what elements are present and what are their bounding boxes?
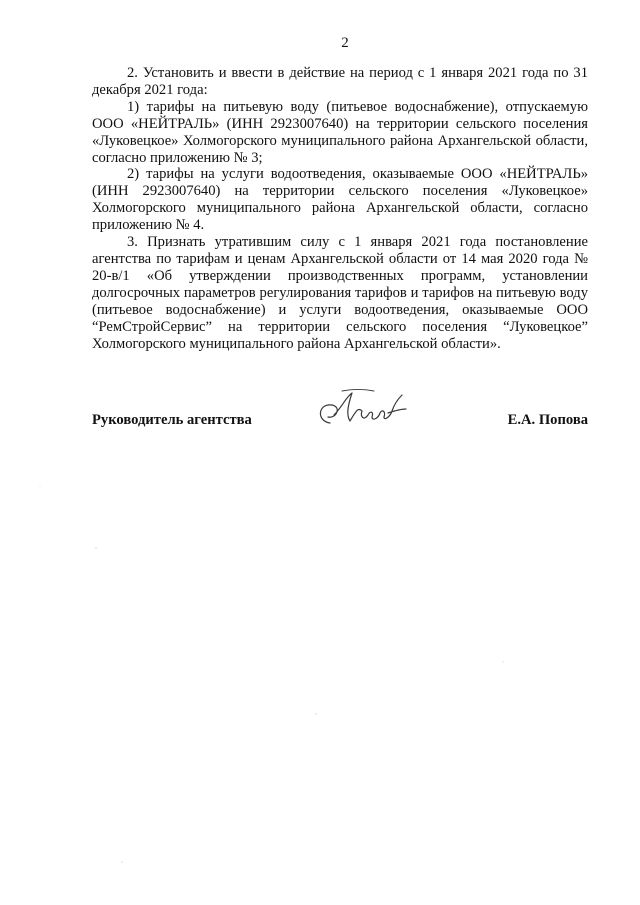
signature-block: [92, 385, 588, 445]
signer-name: Е.А. Попова: [507, 412, 588, 428]
paragraph-item-2: 2. Установить и ввести в действие на период с 1 января 2021 года по 31 декабря 2021 года:: [92, 65, 588, 98]
signer-title: Руководитель агентства: [92, 412, 252, 428]
document-body: [92, 65, 588, 352]
paragraph-subitem-2: 2) тарифы на услуги водоотведения, оказываемые ООО «НЕЙТРАЛЬ» (ИНН 2923007640) на территории сельского поселения «Луковецкое» Холмогорского муниципального района Архангельской области, согласно приложению № 4.: [92, 166, 588, 234]
paragraph-subitem-1: 1) тарифы на питьевую воду (питьевое водоснабжение), отпускаемую ООО «НЕЙТРАЛЬ» (ИНН 2923007640) на территории сельского поселения «Луковецкое» Холмогорского муниципального района Архангельской области, согласно приложению № 3;: [92, 98, 588, 166]
handwritten-signature: [312, 385, 412, 435]
page-number: 2: [341, 35, 349, 51]
paragraph-item-3: 3. Признать утратившим силу с 1 января 2021 года постановление агентства по тарифам и ценам Архангельской области от 14 мая 2020 года № 20-в/1 «Об утверждении производственных программ, установлении долгосрочных параметров регулирования тарифов и тарифов на питьевую воду (питьевое водоснабжение) и услуги водоотведения, оказываемые ООО “РемСтройСервис” на территории сельского поселения “Луковецкое” Холмогорского муниципального района Архангельской области».: [92, 234, 588, 352]
